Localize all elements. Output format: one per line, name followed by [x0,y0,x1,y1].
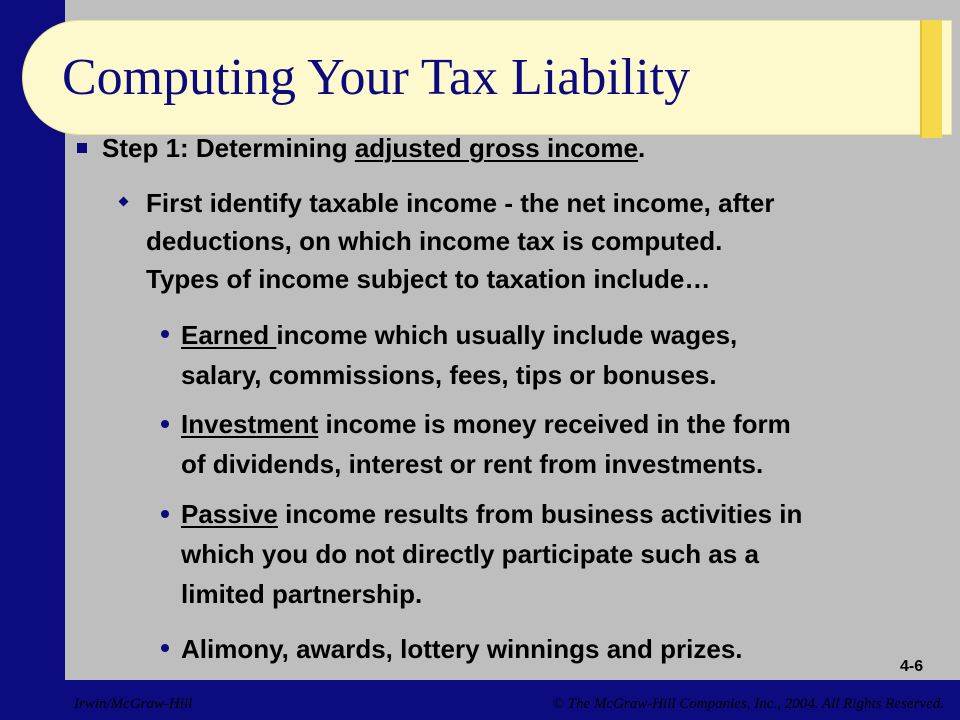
item-passive [181,494,802,614]
item-investment [181,404,791,484]
square-bullet-icon [77,143,87,153]
dot-bullet-icon [161,420,169,428]
sub-bullet-line-2: deductions, on which income tax is computed. [146,226,723,256]
item-earned-rest: income which usually include wages, [276,320,738,350]
item-investment-term: Investment [181,409,319,439]
item-other: Alimony, awards, lottery winnings and prizes. [181,634,743,664]
step1-text [102,133,645,163]
step1-prefix: Step 1: Determining [102,133,355,163]
slide-number: 4-6 [900,658,924,675]
dot-bullet-icon [161,330,169,338]
footer-copyright: © The McGraw-Hill Companies, Inc., 2004. All Rights Reserved. [552,696,944,712]
item-passive-term: Passive [181,499,278,529]
item-earned-term: Earned [181,320,277,350]
title-banner-edge [920,20,942,138]
item-earned-line-2: salary, commissions, fees, tips or bonuses. [181,360,717,390]
dot-bullet-icon [161,644,169,652]
step1-suffix: . [638,133,646,163]
item-passive-line-2: which you do not directly participate such as a [181,539,759,569]
slide-title: Computing Your Tax Liability [62,49,691,106]
sub-bullet-text [146,184,774,298]
sub-bullet-line-3: Types of income subject to taxation include… [146,264,711,294]
item-passive-rest: income results from business activities in [277,499,803,529]
dot-bullet-icon [161,510,169,518]
item-investment-line-2: of dividends, interest or rent from investments. [181,449,764,479]
item-investment-rest: income is money received in the form [318,409,791,439]
item-earned [181,315,737,395]
footer-publisher: Irwin/McGraw-Hill [74,696,193,712]
sub-bullet-line-1: First identify taxable income - the net income, after [146,188,775,218]
step1-term: adjusted gross income [354,133,639,163]
item-passive-line-3: limited partnership. [181,579,423,609]
